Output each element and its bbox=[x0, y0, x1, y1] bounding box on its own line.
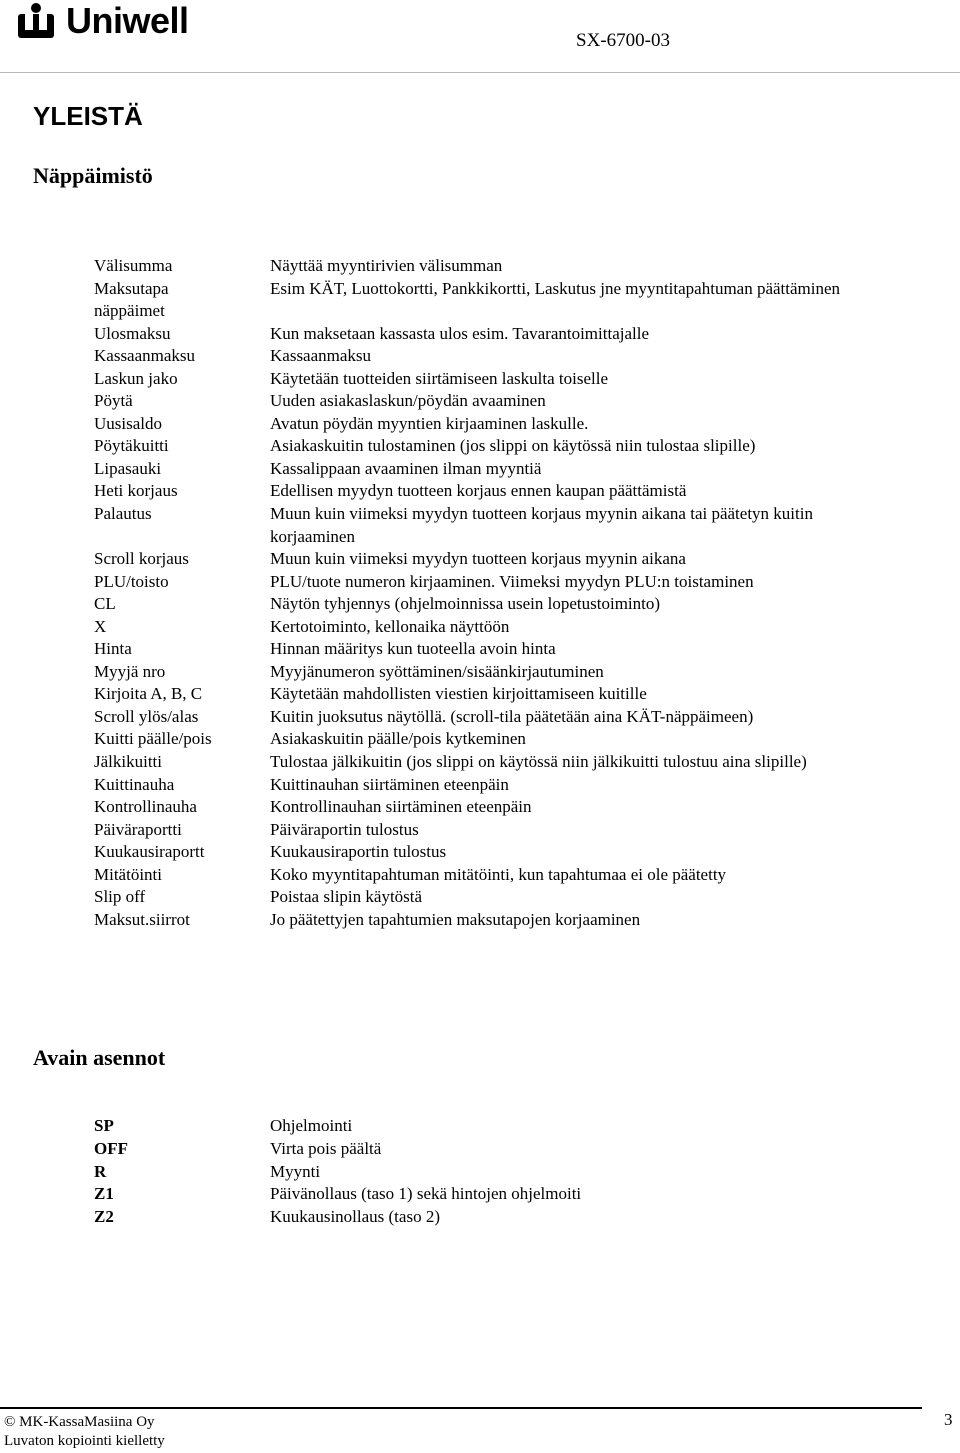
item-term: Uusisaldo bbox=[94, 413, 162, 433]
list-item bbox=[94, 548, 934, 571]
item-term: Scroll korjaus bbox=[94, 549, 189, 569]
item-term: X bbox=[94, 616, 107, 636]
item-term: PLU/toisto bbox=[94, 571, 169, 591]
item-description: Myyjänumeron syöttäminen/sisäänkirjautuminen bbox=[270, 661, 604, 681]
item-description: Esim KÄT, Luottokortti, Pankkikortti, Laskutus jne myyntitapahtuman päättäminen bbox=[270, 278, 841, 298]
list-item bbox=[94, 435, 934, 458]
item-description: Kun maksetaan kassasta ulos esim. Tavarantoimittajalle bbox=[270, 323, 650, 343]
item-description: Tulostaa jälkikuitin (jos slippi on käytössä niin jälkikuitti tulostuu aina slipille) bbox=[270, 752, 807, 772]
brand-name: Uniwell bbox=[66, 0, 189, 41]
item-term: Maksutapa näppäimet bbox=[94, 278, 169, 321]
item-description: Kassaanmaksu bbox=[270, 346, 372, 366]
item-term: Ulosmaksu bbox=[94, 323, 171, 343]
footer-info bbox=[4, 1413, 165, 1451]
item-description: Kuukausinollaus (taso 2) bbox=[270, 1207, 440, 1226]
item-term: Heti korjaus bbox=[94, 481, 178, 501]
item-term: Kuitti päälle/pois bbox=[94, 729, 212, 749]
copyright-notice: © MK-KassaMasiina Oy bbox=[4, 1414, 155, 1430]
list-item bbox=[94, 390, 934, 413]
copy-prohibited-notice: Luvaton kopiointi kielletty bbox=[4, 1433, 165, 1449]
item-description: Näytön tyhjennys (ohjelmoinnissa usein lopetustoiminto) bbox=[270, 594, 661, 614]
item-description: Kassalippaan avaaminen ilman myyntiä bbox=[270, 458, 542, 478]
item-description: Koko myyntitapahtuman mitätöinti, kun tapahtumaa ei ole päätetty bbox=[270, 864, 727, 884]
list-item bbox=[94, 413, 934, 436]
list-item bbox=[94, 909, 934, 932]
list-item bbox=[94, 683, 934, 706]
item-term: Kirjoita A, B, C bbox=[94, 684, 203, 704]
item-term: Slip off bbox=[94, 887, 146, 907]
key-positions-heading: Avain asennot bbox=[33, 1045, 166, 1070]
item-term: Laskun jako bbox=[94, 368, 178, 388]
uniwell-logo-icon bbox=[10, 2, 62, 39]
list-item bbox=[94, 751, 934, 774]
item-description: Virta pois päältä bbox=[270, 1138, 382, 1158]
list-item bbox=[94, 345, 934, 368]
item-description: Kertotoiminto, kellonaika näyttöön bbox=[270, 616, 510, 636]
item-description: Muun kuin viimeksi myydyn tuotteen korjaus myynin aikana bbox=[270, 549, 686, 569]
item-term: Kontrollinauha bbox=[94, 797, 197, 817]
list-item bbox=[94, 480, 934, 503]
item-term: Kuittinauha bbox=[94, 774, 175, 794]
keyboard-keys-list bbox=[94, 255, 934, 931]
list-item bbox=[94, 774, 934, 797]
keyboard-section-heading: Näppäimistö bbox=[33, 163, 153, 188]
item-description: Näyttää myyntirivien välisumman bbox=[270, 256, 503, 275]
item-description: Päivänollaus (taso 1) sekä hintojen ohjelmoiti bbox=[270, 1184, 582, 1204]
list-item bbox=[94, 1206, 934, 1229]
list-item bbox=[94, 503, 934, 548]
item-term: Jälkikuitti bbox=[94, 752, 162, 772]
page-number: 3 bbox=[944, 1410, 953, 1429]
item-term: Maksut.siirrot bbox=[94, 909, 190, 929]
footer-divider bbox=[0, 1407, 922, 1409]
item-description: Asiakaskuitin tulostaminen (jos slippi on käytössä niin tulostaa slipille) bbox=[270, 436, 756, 456]
list-item bbox=[94, 571, 934, 594]
list-item bbox=[94, 1161, 934, 1184]
item-description: Poistaa slipin käytöstä bbox=[270, 887, 423, 907]
item-description: Käytetään tuotteiden siirtämiseen laskulta toiselle bbox=[270, 368, 609, 388]
item-term: Myyjä nro bbox=[94, 661, 166, 681]
item-description: Muun kuin viimeksi myydyn tuotteen korjaus myynin aikana tai päätetyn kuitin korjaaminen bbox=[270, 504, 813, 546]
header-divider bbox=[0, 72, 960, 73]
list-item bbox=[94, 368, 934, 391]
page-title: YLEISTÄ bbox=[33, 101, 143, 131]
list-item bbox=[94, 1138, 934, 1161]
item-term: Pöytäkuitti bbox=[94, 436, 169, 456]
item-description: Kuukausiraportin tulostus bbox=[270, 842, 447, 862]
key-positions-list bbox=[94, 1115, 934, 1229]
item-description: Päiväraportin tulostus bbox=[270, 819, 419, 839]
item-term: Kuukausiraportt bbox=[94, 842, 205, 862]
item-term: OFF bbox=[94, 1138, 128, 1158]
item-description: Uuden asiakaslaskun/pöydän avaaminen bbox=[270, 391, 546, 411]
item-term: Välisumma bbox=[94, 256, 173, 275]
item-description: Kontrollinauhan siirtäminen eteenpäin bbox=[270, 797, 532, 817]
item-term: Lipasauki bbox=[94, 458, 162, 478]
item-term: Pöytä bbox=[94, 391, 133, 411]
item-description: Asiakaskuitin päälle/pois kytkeminen bbox=[270, 729, 526, 749]
list-item bbox=[94, 1115, 934, 1138]
list-item bbox=[94, 616, 934, 639]
list-item bbox=[94, 323, 934, 346]
item-term: SP bbox=[94, 1116, 114, 1135]
item-description: Kuittinauhan siirtäminen eteenpäin bbox=[270, 774, 509, 794]
item-term: Z2 bbox=[94, 1207, 114, 1226]
item-term: Scroll ylös/alas bbox=[94, 706, 199, 726]
list-item bbox=[94, 1183, 934, 1206]
item-term: Palautus bbox=[94, 504, 152, 524]
item-description: Myynti bbox=[270, 1161, 321, 1181]
document-code: SX-6700-03 bbox=[576, 30, 670, 51]
list-item bbox=[94, 728, 934, 751]
item-description: Edellisen myydyn tuotteen korjaus ennen kaupan päättämistä bbox=[270, 481, 687, 501]
item-term: CL bbox=[94, 594, 116, 614]
list-item bbox=[94, 886, 934, 909]
page-header bbox=[0, 0, 960, 75]
list-item bbox=[94, 458, 934, 481]
item-description: Jo päätettyjen tapahtumien maksutapojen korjaaminen bbox=[270, 909, 641, 929]
item-description: Avatun pöydän myyntien kirjaaminen laskulle. bbox=[270, 413, 589, 433]
list-item bbox=[94, 255, 934, 278]
item-description: Käytetään mahdollisten viestien kirjoittamiseen kuitille bbox=[270, 684, 647, 704]
item-term: Kassaanmaksu bbox=[94, 346, 196, 366]
list-item bbox=[94, 278, 934, 323]
list-item bbox=[94, 819, 934, 842]
item-description: Ohjelmointi bbox=[270, 1116, 353, 1135]
item-description: Kuitin juoksutus näytöllä. (scroll-tila päätetään aina KÄT-näppäimeen) bbox=[270, 706, 754, 726]
list-item bbox=[94, 638, 934, 661]
item-term: Hinta bbox=[94, 639, 132, 659]
list-item bbox=[94, 796, 934, 819]
list-item bbox=[94, 661, 934, 684]
item-term: R bbox=[94, 1161, 107, 1181]
item-description: PLU/tuote numeron kirjaaminen. Viimeksi myydyn PLU:n toistaminen bbox=[270, 571, 754, 591]
list-item bbox=[94, 706, 934, 729]
item-description: Hinnan määritys kun tuoteella avoin hinta bbox=[270, 639, 556, 659]
list-item bbox=[94, 841, 934, 864]
list-item bbox=[94, 864, 934, 887]
item-term: Z1 bbox=[94, 1184, 114, 1204]
list-item bbox=[94, 593, 934, 616]
item-term: Päiväraportti bbox=[94, 819, 182, 839]
item-term: Mitätöinti bbox=[94, 864, 162, 884]
